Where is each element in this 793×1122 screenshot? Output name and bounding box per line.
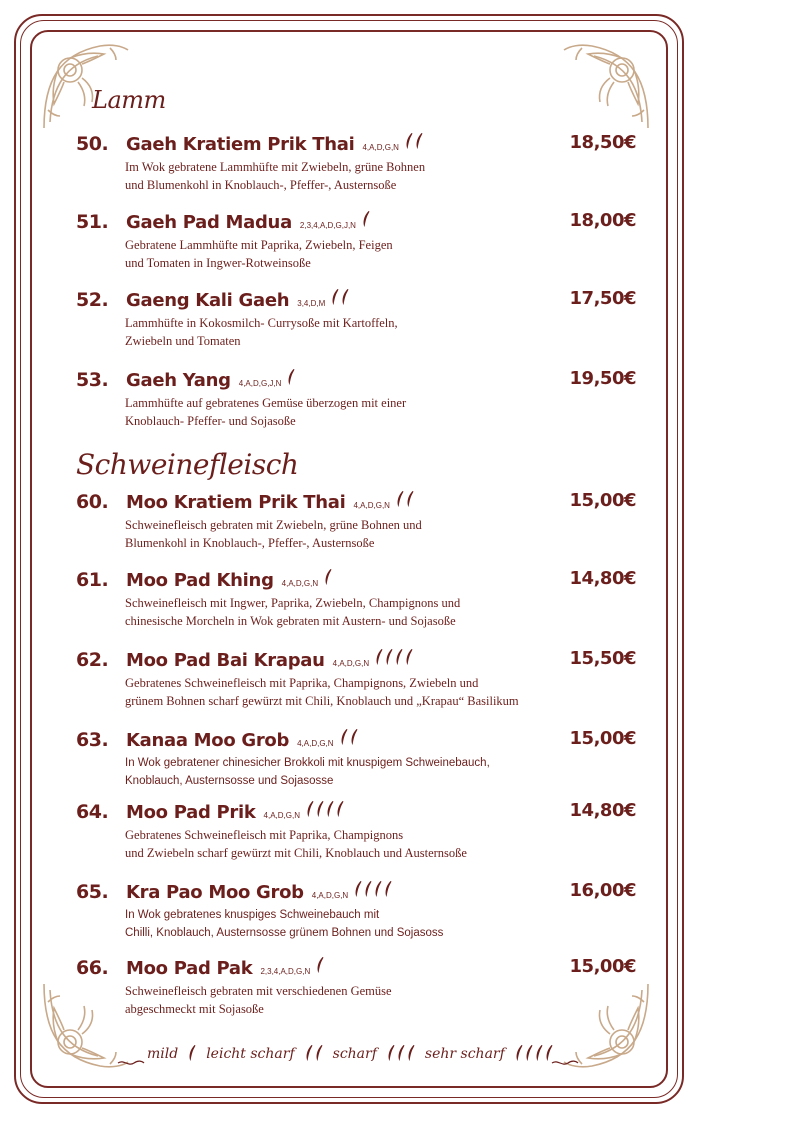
item-name: Kra Pao Moo Grob [126, 882, 304, 903]
legend-item [147, 1044, 196, 1062]
item-number: 50. [76, 133, 109, 155]
chili-icon [306, 800, 314, 818]
chili-icon [395, 648, 403, 666]
spice-level-icons [287, 368, 295, 386]
chili-icon [287, 368, 295, 386]
item-number: 60. [76, 491, 109, 513]
menu-item-header [76, 800, 646, 826]
menu-item [76, 132, 646, 194]
spice-level-icons [362, 210, 370, 228]
item-allergens: 2,3,4,A,D,G,N [260, 967, 311, 976]
chili-icon [305, 1044, 313, 1062]
item-allergens: 4,A,D,G,N [281, 579, 319, 588]
item-allergens: 4,A,D,G,N [311, 891, 349, 900]
menu-item [76, 568, 646, 630]
item-number: 63. [76, 729, 109, 751]
item-allergens: 4,A,D,G,N [362, 143, 399, 152]
legend-flourish-left [116, 1053, 146, 1063]
item-price: 14,80€ [569, 568, 636, 589]
chili-icon [397, 1044, 405, 1062]
item-price: 17,50€ [569, 288, 636, 309]
menu-item [76, 288, 646, 350]
chili-icon [415, 132, 423, 150]
menu-item-header [76, 648, 646, 674]
menu-item [76, 490, 646, 552]
item-allergens: 4,A,D,G,J,N [238, 379, 282, 388]
menu-item-header [76, 210, 646, 236]
chili-icon [407, 1044, 415, 1062]
chili-icon [188, 1044, 196, 1062]
spice-level-icons [188, 1044, 196, 1062]
section-title-schweinefleisch: Schweinefleisch [76, 448, 299, 481]
chili-icon [396, 490, 404, 508]
spice-level-icons [340, 728, 358, 746]
legend-flourish-right [550, 1053, 580, 1063]
menu-item-header [76, 490, 646, 516]
item-description: In Wok gebratener chinesicher Brokkoli mit knuspigem Schweinebauch, Knoblauch, Austernsosse und Sojasosse [125, 757, 490, 787]
item-description: Gebratene Lammhüfte mit Paprika, Zwiebeln, Feigen und Tomaten in Ingwer-Rotweinsoße [125, 238, 393, 270]
legend-item [206, 1044, 322, 1062]
item-price: 15,00€ [569, 956, 636, 977]
item-name: Gaeh Yang [126, 370, 231, 391]
chili-icon [387, 1044, 395, 1062]
menu-item [76, 210, 646, 272]
item-allergens: 2,3,4,A,D,G,J,N [299, 221, 356, 230]
item-number: 64. [76, 801, 109, 823]
legend-item [333, 1044, 415, 1062]
menu-item [76, 728, 646, 790]
spice-level-icons [354, 880, 392, 898]
corner-ornament-top-right [560, 40, 652, 132]
chili-icon [350, 728, 358, 746]
chili-icon [384, 880, 392, 898]
chili-icon [385, 648, 393, 666]
spice-legend [147, 1044, 553, 1062]
chili-icon [375, 648, 383, 666]
legend-item [425, 1044, 553, 1062]
item-number: 52. [76, 289, 109, 311]
chili-icon [374, 880, 382, 898]
item-number: 66. [76, 957, 109, 979]
item-description: Lammhüfte in Kokosmilch- Currysoße mit Kartoffeln, Zwiebeln und Tomaten [125, 316, 398, 348]
item-allergens: 4,A,D,G,N [353, 501, 390, 510]
chili-icon [525, 1044, 533, 1062]
item-price: 18,00€ [569, 210, 636, 231]
chili-icon [405, 132, 413, 150]
chili-icon [405, 648, 413, 666]
chili-icon [316, 956, 324, 974]
item-number: 53. [76, 369, 109, 391]
chili-icon [364, 880, 372, 898]
item-price: 15,00€ [569, 490, 636, 511]
item-description: Gebratenes Schweinefleisch mit Paprika, Champignons und Zwiebeln scharf gewürzt mit Chili, Knoblauch und Austernsoße [125, 828, 467, 860]
menu-item-header [76, 956, 646, 982]
spice-level-icons [396, 490, 414, 508]
item-price: 15,00€ [569, 728, 636, 749]
chili-icon [515, 1044, 523, 1062]
spice-level-icons [324, 568, 332, 586]
item-allergens: 3,4,D,M [297, 299, 326, 308]
item-name: Moo Pad Khing [126, 570, 274, 591]
item-name: Gaeh Pad Madua [126, 212, 292, 233]
menu-item-header [76, 880, 646, 906]
menu-item-header [76, 288, 646, 314]
menu-item-header [76, 368, 646, 394]
spice-level-icons [306, 800, 344, 818]
menu-item [76, 648, 646, 710]
chili-icon [336, 800, 344, 818]
menu-item [76, 956, 646, 1018]
item-description: Lammhüfte auf gebratenes Gemüse überzogen mit einer Knoblauch- Pfeffer- und Sojasoße [125, 396, 407, 428]
legend-label: scharf [332, 1046, 377, 1062]
spice-level-icons [331, 288, 349, 306]
item-number: 61. [76, 569, 109, 591]
chili-icon [535, 1044, 543, 1062]
item-name: Kanaa Moo Grob [126, 730, 290, 751]
item-description: Im Wok gebratene Lammhüfte mit Zwiebeln, grüne Bohnen und Blumenkohl in Knoblauch-, Pfeffer-, Austernsoße [125, 160, 426, 192]
legend-label: sehr scharf [424, 1046, 505, 1062]
item-description: Schweinefleisch mit Ingwer, Paprika, Zwiebeln, Champignons und chinesische Morcheln in Wok gebraten mit Austern- und Sojasoße [125, 596, 461, 628]
menu-item-header [76, 132, 646, 158]
item-name: Gaeng Kali Gaeh [126, 290, 290, 311]
item-description: Gebratenes Schweinefleisch mit Paprika, Champignons, Zwiebeln und grünem Bohnen scharf gewürzt mit Chili, Knoblauch und „Krapau“ Basilikum [125, 676, 519, 708]
legend-label: mild [147, 1046, 179, 1062]
menu-item [76, 800, 646, 862]
spice-level-icons [405, 132, 423, 150]
chili-icon [340, 728, 348, 746]
item-number: 62. [76, 649, 109, 671]
chili-icon [341, 288, 349, 306]
spice-level-icons [316, 956, 324, 974]
item-description: Schweinefleisch gebraten mit verschiedenen Gemüse abgeschmeckt mit Sojasoße [125, 984, 392, 1016]
menu-item [76, 880, 646, 942]
chili-icon [331, 288, 339, 306]
chili-icon [324, 568, 332, 586]
item-name: Moo Pad Pak [126, 958, 253, 979]
spice-level-icons [387, 1044, 415, 1062]
chili-icon [315, 1044, 323, 1062]
menu-item-header [76, 568, 646, 594]
legend-label: leicht scharf [206, 1046, 295, 1062]
chili-icon [316, 800, 324, 818]
item-number: 51. [76, 211, 109, 233]
section-title-lamm: Lamm [92, 86, 166, 114]
item-price: 16,00€ [569, 880, 636, 901]
item-allergens: 4,A,D,G,N [332, 659, 370, 668]
item-name: Moo Pad Prik [126, 802, 256, 823]
item-price: 15,50€ [569, 648, 636, 669]
item-price: 14,80€ [569, 800, 636, 821]
spice-level-icons [375, 648, 413, 666]
item-description: In Wok gebratenes knuspiges Schweinebauch mit Chilli, Knoblauch, Austernsosse grünem Bohnen und Sojasoss [125, 909, 444, 939]
menu-item [76, 368, 646, 430]
item-number: 65. [76, 881, 109, 903]
item-description: Schweinefleisch gebraten mit Zwiebeln, grüne Bohnen und Blumenkohl in Knoblauch-, Pfeffer-, Austernsoße [125, 518, 422, 550]
chili-icon [354, 880, 362, 898]
item-price: 19,50€ [569, 368, 636, 389]
chili-icon [406, 490, 414, 508]
spice-level-icons [515, 1044, 553, 1062]
menu-item-header [76, 728, 646, 754]
chili-icon [362, 210, 370, 228]
item-name: Gaeh Kratiem Prik Thai [126, 134, 355, 155]
spice-level-icons [305, 1044, 323, 1062]
item-name: Moo Kratiem Prik Thai [126, 492, 346, 513]
item-allergens: 4,A,D,G,N [297, 739, 334, 748]
item-price: 18,50€ [569, 132, 636, 153]
item-name: Moo Pad Bai Krapau [126, 650, 325, 671]
chili-icon [326, 800, 334, 818]
item-allergens: 4,A,D,G,N [263, 811, 300, 820]
